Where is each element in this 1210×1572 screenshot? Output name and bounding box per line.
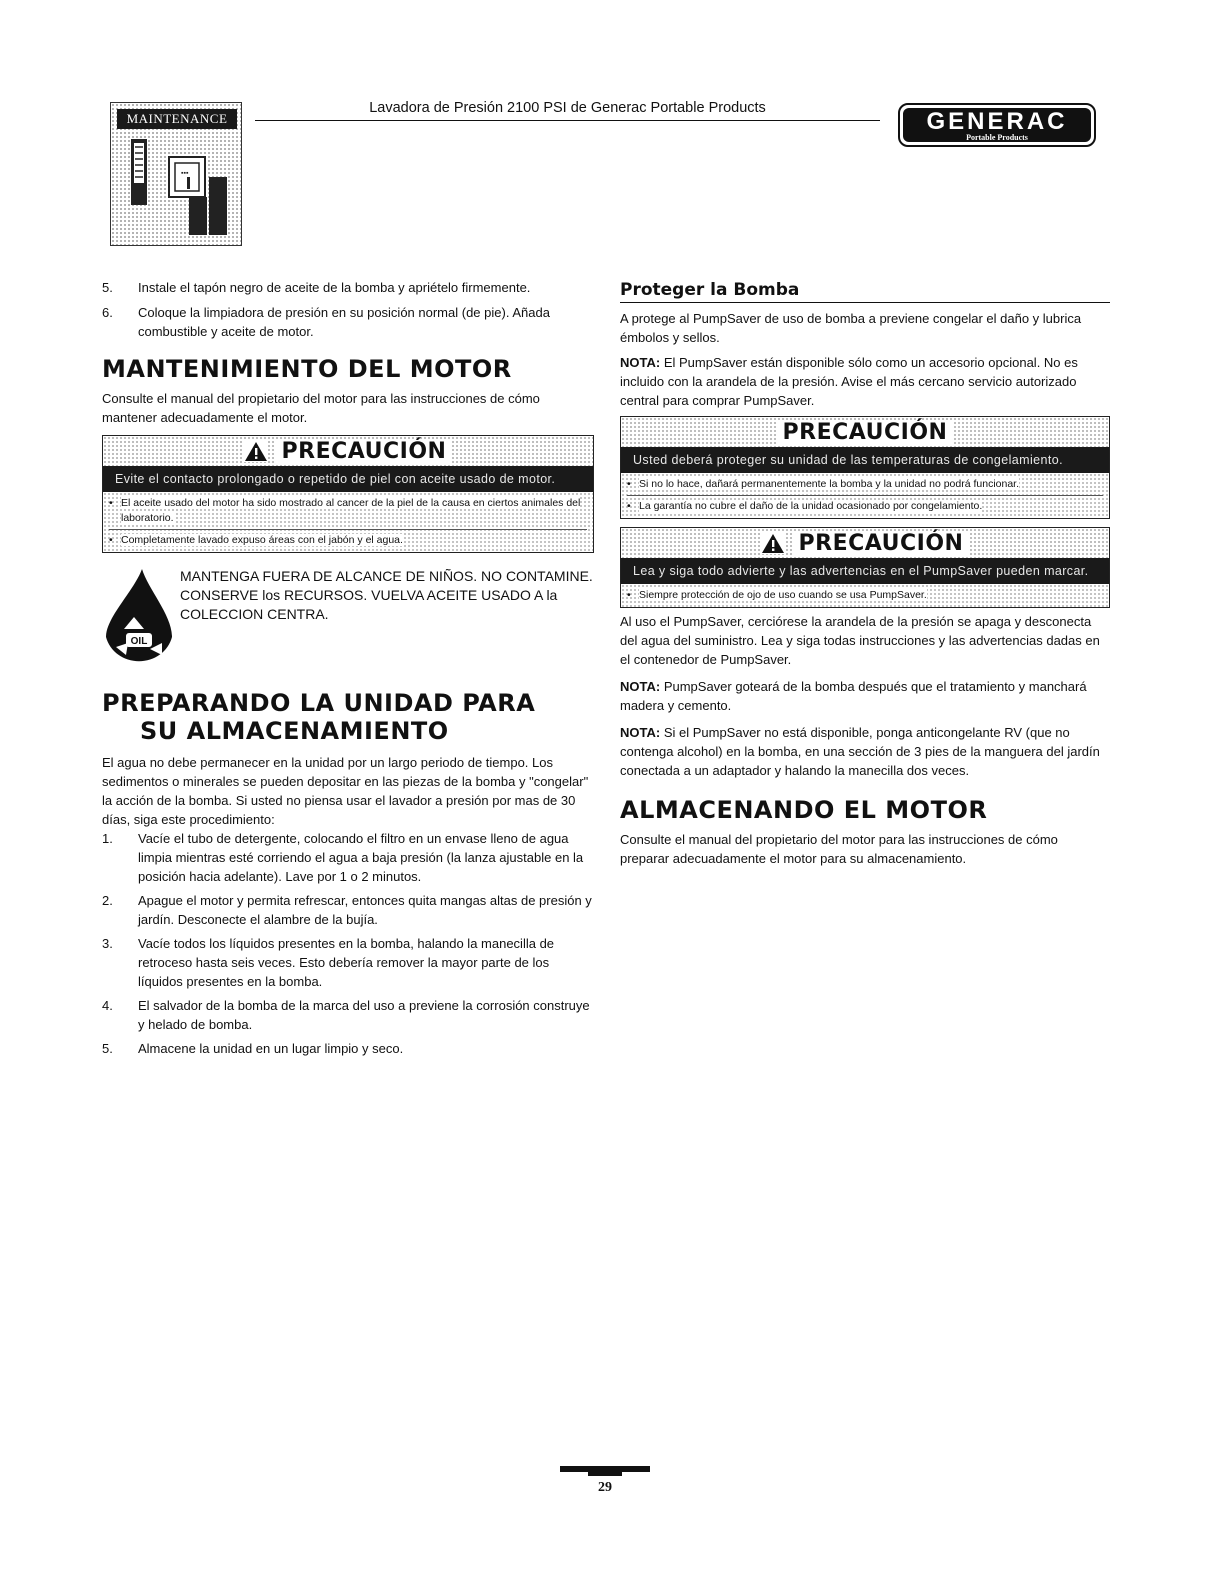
engine-storage-text: Consulte el manual del propietario del motor para las instrucciones de cómo preparar adecuadamente el motor para su almacenamiento.: [620, 832, 1058, 866]
list-item: 1. Vacíe el tubo de detergente, colocando el filtro en un envase lleno de agua limpia mientras esté corriendo el agua a baja presión (la lanza ajustable en la posición hacia adelante). Lave por 1 o 2 minutos.: [102, 831, 584, 884]
engine-storage-heading: ALMACENANDO EL MOTOR: [620, 796, 988, 824]
warning-triangle-icon: [244, 441, 268, 462]
pump-text: A protege al PumpSaver de uso de bomba a previene congelar el daño y lubrica émbolos y sellos.: [620, 311, 1082, 345]
caution-bullet: • El aceite usado del motor ha sido mostrado al cancer de la piel de la causa en ciertos animales del laboratorio.: [109, 497, 581, 524]
oil-icon-label: OIL: [130, 636, 148, 647]
page-number: 29: [598, 1480, 612, 1495]
list-item: 5. Almacene la unidad en un lugar limpio y seco.: [102, 1041, 404, 1056]
caution-title: PRECAUCIÓN: [276, 439, 453, 464]
caution-bullet: • La garantía no cubre el daño de la unidad ocasionado por congelamiento.: [627, 495, 1103, 514]
list-item: 3. Vacíe todos los líquidos presentes en la bomba, halando la manecilla de retroceso hasta seis veces. Esto debería remover la mayor parte de los líquidos presentes en la bomba.: [102, 936, 555, 989]
logo-subtitle: Portable Products: [966, 133, 1028, 142]
maintenance-badge: [110, 102, 242, 246]
tool-manual-icon: [125, 137, 233, 237]
caution-box-pumpsaver: [620, 527, 1110, 608]
list-item: 2. Apague el motor y permita refrescar, entonces quita mangas altas de presión y jardín. Desconecte el alambre de la bujía.: [102, 893, 592, 927]
warning-triangle-icon: [761, 533, 785, 554]
caution-bullet: • Completamente lavado expuso áreas con el jabón y el agua.: [109, 529, 587, 548]
caution-message: Evite el contacto prolongado o repetido de piel con aceite usado de motor.: [103, 466, 593, 492]
caution-box-oil: [102, 435, 594, 553]
note-paragraph: NOTA: Si el PumpSaver no está disponible, ponga anticongelante RV (que no contenga alcohol) en la bomba, en una sección de 3 pies de la manguera del jardín conectada a un adaptador y halando la manecilla dos veces.: [620, 725, 1100, 778]
caution-message: Lea y siga todo advierte y las advertencias en el PumpSaver pueden marcar.: [621, 558, 1109, 584]
note-paragraph: NOTA: PumpSaver goteará de la bomba después que el tratamiento y manchará madera y cemento.: [620, 679, 1087, 713]
list-item: 4. El salvador de la bomba de la marca del uso a previene la corrosión construye y helado de bomba.: [102, 998, 590, 1032]
right-column: [620, 280, 1110, 868]
left-column: [102, 278, 594, 1058]
document-title: Lavadora de Presión 2100 PSI de Generac Portable Products: [255, 100, 880, 121]
motor-maintenance-text: Consulte el manual del propietario del motor para las instrucciones de cómo mantener adecuadamente el motor.: [102, 391, 540, 425]
caution-message: Usted deberá proteger su unidad de las temperaturas de congelamiento.: [621, 447, 1109, 473]
storage-heading-line2: SU ALMACENAMIENTO: [140, 717, 449, 745]
caution-bullet: • Siempre protección de ojo de uso cuando se usa PumpSaver.: [627, 589, 927, 601]
list-item: 5. Instale el tapón negro de aceite de la bomba y apriételo firmemente.: [102, 280, 531, 295]
maintenance-label: MAINTENANCE: [117, 109, 237, 129]
oil-recycle-notice: [102, 567, 594, 669]
pump-heading: Proteger la Bomba: [620, 280, 1110, 303]
motor-maintenance-heading: MANTENIMIENTO DEL MOTOR: [102, 355, 512, 383]
storage-heading-line1: PREPARANDO LA UNIDAD PARA: [102, 689, 536, 717]
caution-title: PRECAUCIÓN: [777, 420, 954, 445]
generac-logo: [898, 103, 1096, 147]
oil-recycle-text: MANTENGA FUERA DE ALCANCE DE NIÑOS. NO CONTAMINE. CONSERVE los RECURSOS. VUELVA ACEITE USADO A la COLECCION CENTRA.: [180, 568, 593, 622]
caution-title: PRECAUCIÓN: [793, 531, 970, 556]
pumpsaver-use-text: Al uso el PumpSaver, cerciórese la arandela de la presión se apaga y desconecta del agua del suministro. Lea y siga todas instrucciones y las advertencias dadas en el contenedor de PumpSaver.: [620, 614, 1100, 667]
oil-drop-recycle-icon: [102, 567, 174, 669]
caution-bullet: • Si no lo hace, dañará permanentemente la bomba y la unidad no podrá funcionar.: [627, 478, 1020, 490]
list-item: 6. Coloque la limpiadora de presión en su posición normal (de pie). Añada combustible y aceite de motor.: [102, 305, 550, 339]
svg-text:▪▪▪: ▪▪▪: [181, 170, 189, 177]
storage-intro-text: El agua no debe permanecer en la unidad por un largo periodo de tiempo. Los sedimentos o minerales se pueden depositar en las piezas de la bomba y "congelar" la acción de la bomba. Si usted no piensa usar el lavador a presión por mas de 30 días, siga este procedimiento:: [102, 755, 589, 827]
logo-name: GENERAC: [926, 108, 1068, 135]
caution-box-freeze: [620, 416, 1110, 519]
page-number-bar: [588, 1472, 622, 1476]
note-paragraph: NOTA: El PumpSaver están disponible sólo como un accesorio opcional. No es incluido con la arandela de la presión. Avise el más cercano servicio autorizado central para comprar PumpSaver.: [620, 355, 1078, 408]
